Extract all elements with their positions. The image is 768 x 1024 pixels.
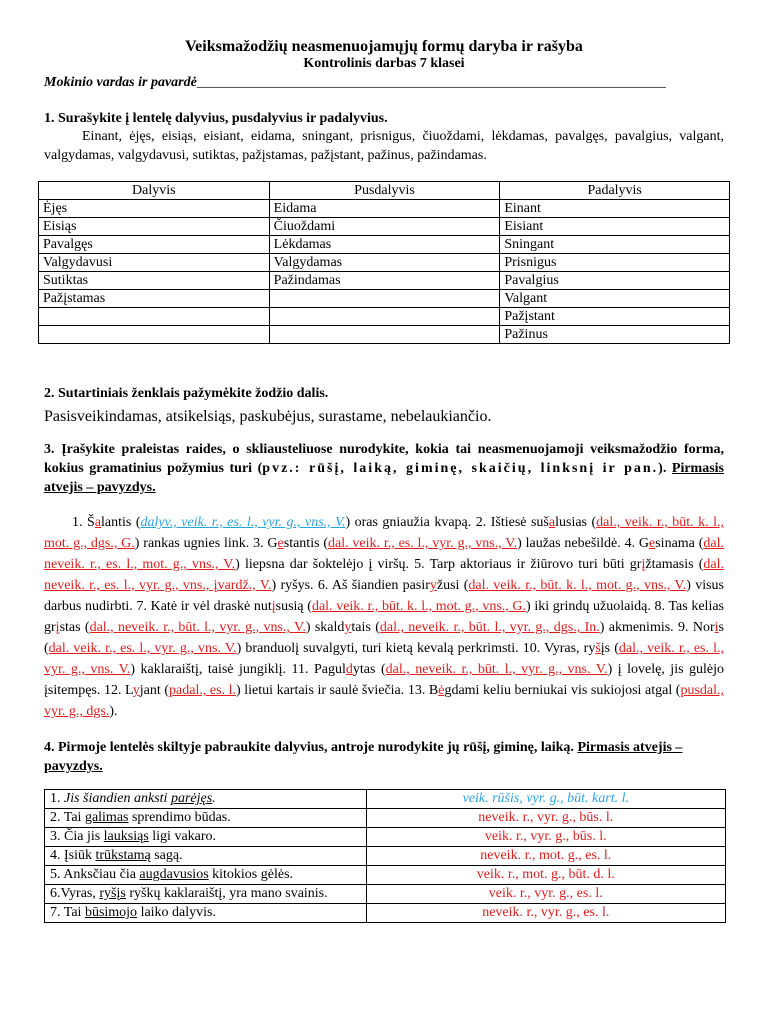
- inserted-letter: i: [714, 620, 719, 635]
- table-cell: Ėjęs: [39, 200, 270, 218]
- task4-example-label: Pirmasis atvejis – pavyzdys.: [44, 740, 683, 774]
- paragraph-text: žtamasis (: [645, 557, 704, 572]
- grammar-answer: padal., es. l.: [169, 683, 237, 698]
- table-cell: Valgant: [500, 290, 730, 308]
- grammar-answer: neveik. r., vyr. g., būs. l.: [478, 810, 614, 825]
- answer-cell: [366, 828, 725, 847]
- student-name-label: Mokinio vardas ir pavardė: [44, 75, 197, 90]
- paragraph-text: sinama (: [655, 536, 704, 551]
- underlined-participle: lauksiąs: [103, 829, 149, 844]
- table-cell: Eidama: [269, 200, 500, 218]
- answer-cell: [366, 847, 725, 866]
- sentence-number: 7. Tai: [50, 905, 85, 920]
- paragraph-text: ) liepsna dar šoktelėjo į viršų. 5. Tarp aktoriaus ir žiūrovo turi būti gr: [235, 557, 642, 572]
- sentence-text: ligi vakaro.: [148, 829, 217, 844]
- table-cell: Pavalgęs: [39, 236, 270, 254]
- grammar-answer: dal. veik. r., būt. k. l., mot. g., vns., V.: [468, 578, 687, 593]
- sentence-number: 5. Anksčiau čia: [50, 867, 140, 882]
- table-cell: Pavalgius: [500, 272, 730, 290]
- sentence-cell: [45, 866, 367, 885]
- grammar-answer: dal., veik. r., būt. k. l., mot. g., dgs., G.: [44, 515, 724, 551]
- grammar-answer: veik. rūšis, vyr. g., būt. kart. l.: [462, 791, 629, 806]
- sentence-number: 2. Tai: [50, 810, 85, 825]
- table-row: [45, 809, 726, 828]
- underlined-participle: trūkstamą: [95, 848, 151, 863]
- table-row: [39, 290, 730, 308]
- table-header-row: [39, 182, 730, 200]
- task2-words: Pasisveikindamas, atsikelsiąs, paskubėjus, surastame, nebelaukiančio.: [44, 408, 492, 425]
- answer-cell: [366, 904, 725, 923]
- grammar-answer: veik. r., vyr. g., es. l.: [488, 886, 603, 901]
- task1-words: Einant, ėjęs, eisiąs, eisiant, eidama, sningant, prisnigus, čiuoždami, lėkdamas, pavalgęs, pavalgius, valgant, valgydamas, valgydavusi, sutiktas, pažįstamas, pažįstant, pažinus, pažindamas.: [44, 129, 724, 163]
- task1-table: [38, 181, 730, 344]
- table-cell: Pažindamas: [269, 272, 500, 290]
- paragraph-text: lusias (: [555, 515, 597, 530]
- table-row: [45, 904, 726, 923]
- table-row: [39, 326, 730, 344]
- sentence-number: 1.: [50, 791, 64, 806]
- inserted-letter: e: [649, 536, 656, 551]
- table-row: [39, 254, 730, 272]
- table-cell: [39, 308, 270, 326]
- table-cell: Lėkdamas: [269, 236, 500, 254]
- task3-heading-text: 3. Įrašykite praleistas raides, o skliausteliuose nurodykite, kokia tai neasmenuojamoji veiksmažodžio forma, kokius gramatinius požymius turi (: [44, 442, 724, 476]
- paragraph-text: ) ryšys. 6. Aš šiandien pasir: [271, 578, 430, 593]
- paragraph-text: ) rankas ugnies link. 3. G: [134, 536, 278, 551]
- table-cell: Eisiant: [500, 218, 730, 236]
- task4-table: [44, 789, 726, 923]
- paragraph-text: lantis (: [101, 515, 141, 530]
- table-cell: [269, 326, 500, 344]
- table-cell: Einant: [500, 200, 730, 218]
- table-cell: Sutiktas: [39, 272, 270, 290]
- paragraph-text: stas (: [59, 620, 90, 635]
- inserted-letter: y: [132, 683, 140, 698]
- sentence-cell: [45, 809, 367, 828]
- paragraph-text: 1. Š: [72, 515, 95, 530]
- task3-heading-example: pvz.: rūšį, laiką, giminę, skaičių, linksnį ir pan.: [262, 461, 659, 476]
- grammar-answer: dal. veik. r., es. l., vyr. g., vns., V.: [328, 536, 518, 551]
- paragraph-text: ) kaklaraištį, taisė jungiklį. 11. Pagul: [130, 662, 346, 677]
- paragraph-text: ) visus darbus nudirbti. 7. Katė ir vėl draskė nut: [44, 578, 724, 614]
- task4-heading-text: 4. Pirmoje lentelės skiltyje pabraukite dalyvius, antroje nurodykite jų rūšį, giminę, laiką.: [44, 740, 578, 755]
- inserted-letter: į: [271, 599, 276, 614]
- student-name-line: ___________________________________________________________________: [196, 75, 666, 90]
- paragraph-text: ) skald: [305, 620, 345, 635]
- table-row: [45, 885, 726, 904]
- table-row: [39, 200, 730, 218]
- grammar-answer: dal. neveik. r., es. l., vyr. g., vns., įvardž., V.: [44, 557, 725, 593]
- sentence-cell: [45, 885, 367, 904]
- student-name-field: [44, 74, 666, 92]
- table-row: [39, 218, 730, 236]
- sentence-cell: [45, 904, 367, 923]
- task1-heading: 1. Surašykite į lentelę dalyvius, pusdalyvius ir padalyvius.: [44, 111, 388, 126]
- paragraph-text: ) iki grindų užuolaidą. 8. Tas kelias gr: [44, 599, 724, 635]
- table-cell: [269, 308, 500, 326]
- page-title: Veiksmažodžių neasmenuojamųjų formų daryba ir rašyba: [185, 38, 583, 55]
- sentence-number: 4. Įsiūk: [50, 848, 96, 863]
- inserted-letter: ė: [438, 683, 445, 698]
- grammar-answer: veik. r., mot. g., būt. d. l.: [476, 867, 615, 882]
- paragraph-text: ytas (: [352, 662, 386, 677]
- sentence-cell: [45, 790, 367, 809]
- table-cell: [39, 326, 270, 344]
- sentence-cell: [45, 847, 367, 866]
- task2-heading: 2. Sutartiniais ženklais pažymėkite žodžio dalis.: [44, 386, 329, 401]
- task3-example-label: Pirmasis atvejis – pavyzdys.: [44, 461, 724, 495]
- table-cell: Pažįstamas: [39, 290, 270, 308]
- sentence-text: sprendimo būdas.: [128, 810, 231, 825]
- grammar-answer: dal. neveik. r., es. l., mot. g., vns., V.: [44, 536, 724, 572]
- paragraph-text: ) branduolį suvalgyti, turi kietą kevalą perkrimsti. 10. Vyras, ry: [236, 641, 596, 656]
- table-row: [45, 866, 726, 885]
- column-header-padalyvis: Padalyvis: [500, 182, 730, 200]
- table-cell: Valgydamas: [269, 254, 500, 272]
- paragraph-text: susią (: [275, 599, 312, 614]
- task3-paragraph: [44, 512, 724, 722]
- inserted-letter: a: [94, 515, 101, 530]
- paragraph-text: tais (: [351, 620, 380, 635]
- paragraph-text: ).: [109, 704, 118, 719]
- answer-cell: [366, 809, 725, 828]
- page-subtitle: Kontrolinis darbas 7 klasei: [303, 56, 465, 71]
- table-cell: Eisiąs: [39, 218, 270, 236]
- task3-heading: [44, 440, 724, 497]
- column-header-dalyvis: Dalyvis: [39, 182, 270, 200]
- grammar-answer: veik. r., vyr. g., būs. l.: [484, 829, 607, 844]
- paragraph-text: žusi (: [436, 578, 469, 593]
- inserted-letter: d: [345, 662, 353, 677]
- sentence-number: 6.Vyras,: [50, 886, 100, 901]
- grammar-answer: dal. veik. r., būt. k. l., mot. g., vns., G.: [311, 599, 527, 614]
- table-cell: [269, 290, 500, 308]
- inserted-letter: į: [55, 620, 60, 635]
- answer-cell: [366, 790, 725, 809]
- grammar-answer: neveik. r., vyr. g., es. l.: [482, 905, 610, 920]
- grammar-answer: neveik. r., mot. g., es. l.: [480, 848, 612, 863]
- grammar-answer: dalyv., veik. r., es. l., vyr. g., vns., V.: [140, 515, 346, 530]
- answer-cell: [366, 885, 725, 904]
- underlined-participle: ryšįs: [99, 886, 126, 901]
- table-row: [39, 236, 730, 254]
- underlined-participle: galimas: [84, 810, 129, 825]
- sentence-text: kitokios gėlės.: [208, 867, 294, 882]
- inserted-letter: y: [429, 578, 437, 593]
- grammar-answer: dal., veik. r., es. l., vyr. g., vns. V.: [44, 641, 725, 677]
- table-row: [45, 847, 726, 866]
- table-row: [39, 272, 730, 290]
- sentence-text: Jis šiandien anksti: [64, 791, 171, 806]
- grammar-answer: dal., neveik. r., būt. l., vyr. g., vns., V.: [89, 620, 306, 635]
- grammar-answer: pusdal., vyr. g., dgs.: [44, 683, 724, 719]
- table-cell: Sningant: [500, 236, 730, 254]
- paragraph-text: stantis (: [283, 536, 329, 551]
- sentence-text: .: [212, 791, 216, 806]
- inserted-letter: š: [595, 641, 601, 656]
- sentence-text: laiko dalyvis.: [137, 905, 216, 920]
- grammar-answer: dal., neveik. r., būt. l., vyr. g., dgs., In.: [379, 620, 600, 635]
- sentence-text: ryškų kaklaraištį, yra mano svainis.: [125, 886, 328, 901]
- paragraph-text: jant (: [139, 683, 170, 698]
- table-row: [45, 828, 726, 847]
- underlined-participle: parėjęs: [170, 791, 213, 806]
- answer-cell: [366, 866, 725, 885]
- inserted-letter: a: [548, 515, 556, 530]
- paragraph-text: s (: [44, 620, 724, 656]
- table-cell: Pažinus: [500, 326, 730, 344]
- sentence-text: sagą.: [150, 848, 183, 863]
- paragraph-text: įs (: [600, 641, 619, 656]
- sentence-number: 3. Čia jis: [50, 829, 104, 844]
- table-row: [45, 790, 726, 809]
- paragraph-text: ) laužas nebešildė. 4. G: [517, 536, 650, 551]
- paragraph-text: ) akmenimis. 9. Nor: [599, 620, 715, 635]
- paragraph-text: ) lietui kartais ir saulė šviečia. 13. B: [236, 683, 439, 698]
- table-cell: Pažįstant: [500, 308, 730, 326]
- grammar-answer: dal., neveik. r., būt. l., vyr. g., vns. V.: [385, 662, 608, 677]
- paragraph-text: gdami keliu berniukai vis sukiojosi atgal (: [444, 683, 681, 698]
- table-cell: Čiuoždami: [269, 218, 500, 236]
- inserted-letter: y: [344, 620, 352, 635]
- sentence-cell: [45, 828, 367, 847]
- table-row: [39, 308, 730, 326]
- column-header-pusdalyvis: Pusdalyvis: [269, 182, 500, 200]
- grammar-answer: dal. veik. r., es. l., vyr. g., vns. V.: [48, 641, 237, 656]
- task3-heading-close: ).: [658, 461, 672, 476]
- paragraph-text: ) į lovelę, jis gulėjo įsitempęs. 12. L: [44, 662, 725, 698]
- table-cell: Valgydavusi: [39, 254, 270, 272]
- inserted-letter: į: [641, 557, 646, 572]
- underlined-participle: būsimojo: [84, 905, 138, 920]
- paragraph-text: ) oras gniaužia kvapą. 2. Ištiesė suš: [345, 515, 549, 530]
- table-cell: Prisnigus: [500, 254, 730, 272]
- task4-heading: [44, 738, 724, 776]
- underlined-participle: augdavusios: [139, 867, 209, 882]
- inserted-letter: e: [277, 536, 284, 551]
